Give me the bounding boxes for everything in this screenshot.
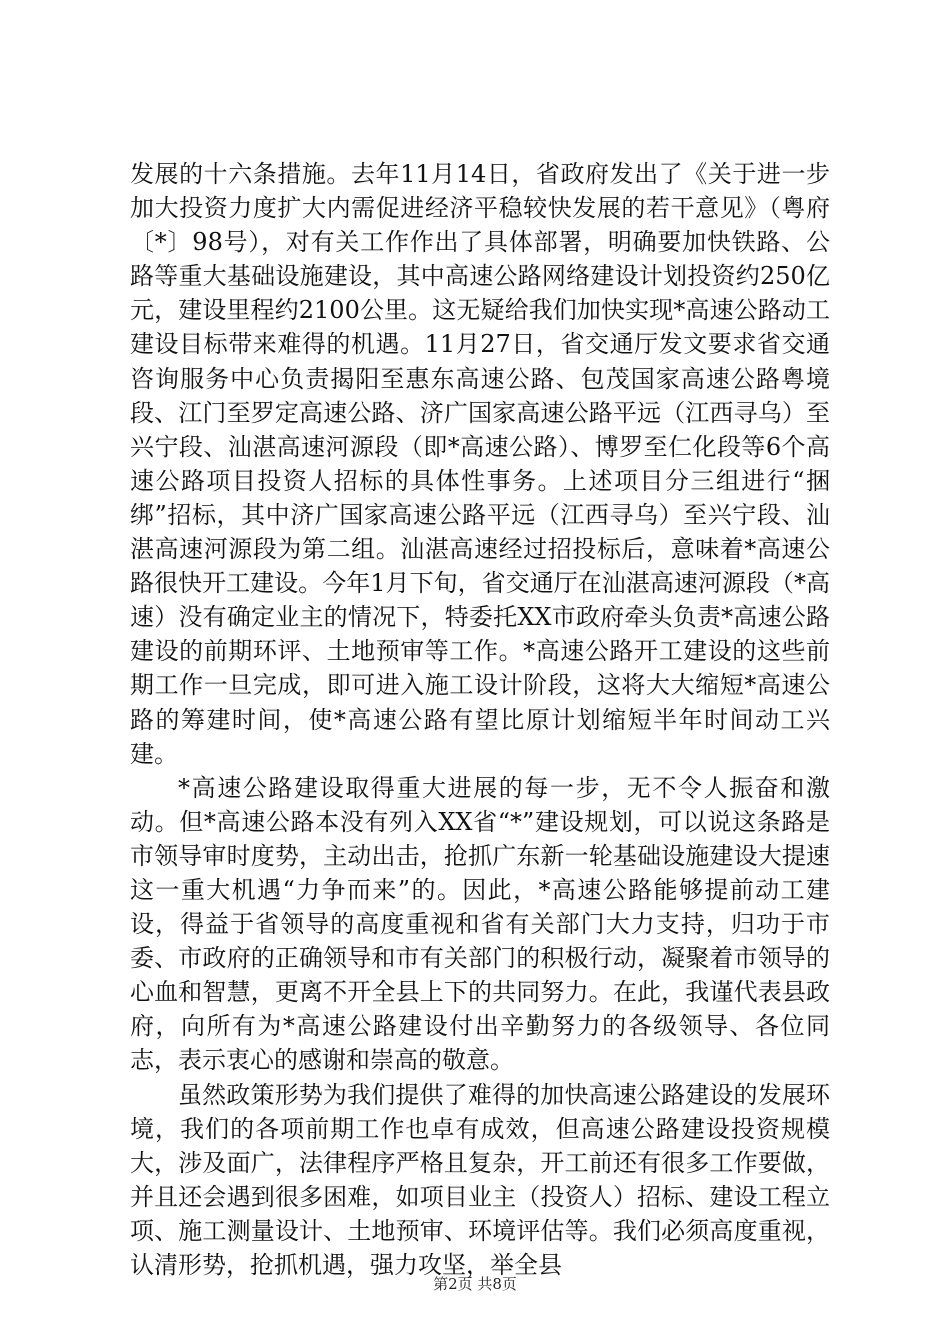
- document-body: [130, 157, 830, 1282]
- paragraph-2: *高速公路建设取得重大进展的每一步，无不令人振奋和激动。但*高速公路本没有列入XX省“*”建设规划，可以说这条路是市领导审时度势，主动出击，抢抓广东新一轮基础设施建设大提速这一重大机遇“力争而来”的。因此，*高速公路能够提前动工建设，得益于省领导的高度重视和省有关部门大力支持，归功于市委、市政府的正确领导和市有关部门的积极行动，凝聚着市领导的心血和智慧，更离不开全县上下的共同努力。在此，我谨代表县政府，向所有为*高速公路建设付出辛勤努力的各级领导、各位同志，表示衷心的感谢和崇高的敬意。: [130, 773, 830, 1075]
- page-number: 第2页 共8页: [433, 1275, 517, 1293]
- paragraph-3: 虽然政策形势为我们提供了难得的加快高速公路建设的发展环境，我们的各项前期工作也卓有成效，但高速公路建设投资规模大，涉及面广，法律程序严格且复杂，开工前还有很多工作要做，并且还会遇到很多困难，如项目业主（投资人）招标、建设工程立项、施工测量设计、土地预审、环境评估等。我们必须高度重视，认清形势，抢抓机遇，强力攻坚，举全县: [130, 1080, 830, 1279]
- paragraph-1: 发展的十六条措施。去年11月14日，省政府发出了《关于进一步加大投资力度扩大内需促进经济平稳较快发展的若干意见》（粤府〔*〕98号），对有关工作作出了具体部署，明确要加快铁路、公路等重大基础设施建设，其中高速公路网络建设计划投资约250亿元，建设里程约2100公里。这无疑给我们加快实现*高速公路动工建设目标带来难得的机遇。11月27日，省交通厅发文要求省交通咨询服务中心负责揭阳至惠东高速公路、包茂国家高速公路粤境段、江门至罗定高速公路、济广国家高速公路平远（江西寻乌）至兴宁段、汕湛高速河源段（即*高速公路）、博罗至仁化段等6个高速公路项目投资人招标的具体性事务。上述项目分三组进行“捆绑”招标，其中济广国家高速公路平远（江西寻乌）至兴宁段、汕湛高速河源段为第二组。汕湛高速经过招投标后，意味着*高速公路很快开工建设。今年1月下旬，省交通厅在汕湛高速河源段（*高速）没有确定业主的情况下，特委托XX市政府牵头负责*高速公路建设的前期环评、土地预审等工作。*高速公路开工建设的这些前期工作一旦完成，即可进入施工设计阶段，这将大大缩短*高速公路的筹建时间，使*高速公路有望比原计划缩短半年时间动工兴建。: [130, 160, 830, 768]
- page-footer: [0, 1273, 950, 1294]
